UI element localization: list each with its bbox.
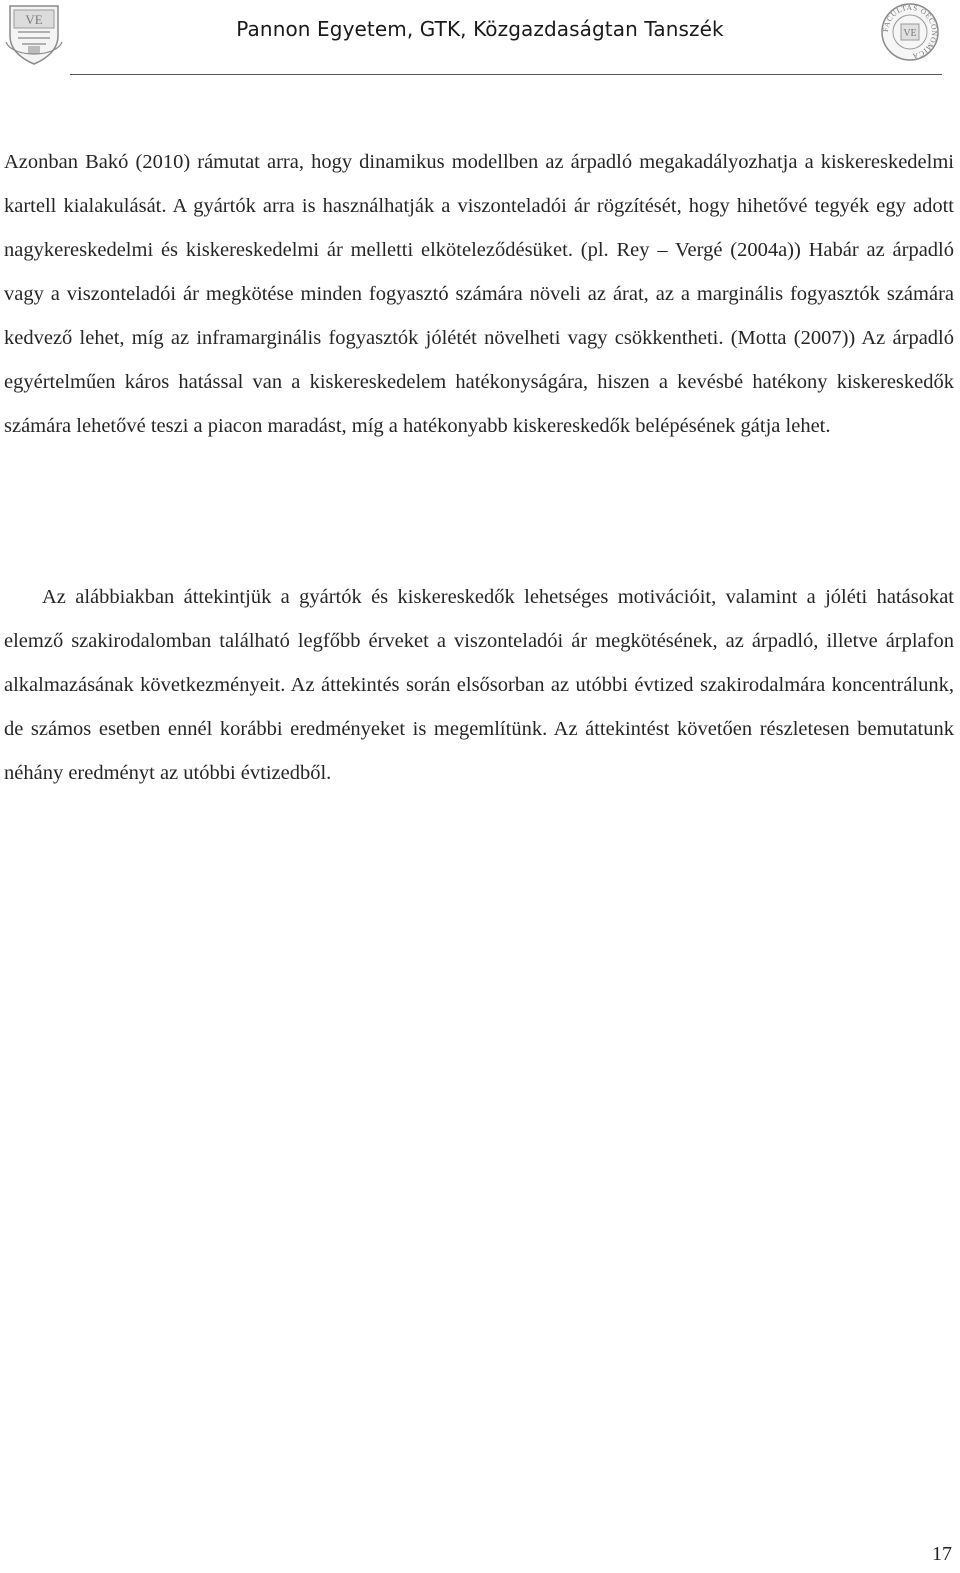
faculty-seal-icon — [880, 2, 940, 62]
body-paragraph-1: Azonban Bakó (2010) rámutat arra, hogy dinamikus modellben az árpadló megakadályozhatja a kiskereskedelmi kartell kialakulását. A gyártók arra is használhatják a viszonteladói ár rögzítését, hogy hihetővé tegyék egy adott nagykereskedelmi és kiskereskedelmi ár melletti elköteleződésüket. (pl. Rey – Vergé (2004a)) Habár az árpadló vagy a viszonteladói ár megkötése minden fogyasztó számára növeli az árat, az a marginális fogyasztók számára kedvező lehet, míg az inframarginális fogyasztók jólétét növelheti vagy csökkentheti. (Motta (2007)) Az árpadló egyértelműen káros hatással van a kiskereskedelem hatékonyságára, hiszen a kevésbé hatékony kiskereskedők számára lehetővé teszi a piacon maradást, míg a hatékonyabb kiskereskedők belépésének gátja lehet. — [4, 151, 954, 437]
header-title: Pannon Egyetem, GTK, Közgazdaságtan Tanszék — [236, 17, 724, 41]
seal-ring-text-path: FACULTAS OECONOMICA — [880, 2, 940, 61]
body-paragraph-2-text: Az alábbiakban áttekintjük a gyártók és kiskereskedők lehetséges motivációit, valamint a jóléti hatásokat elemző szakirodalomban található legfőbb érveket a viszonteladói ár megkötésének, az árpadló, illetve árplafon alkalmazásának következményeit. Az áttekintés során elsősorban az utóbbi évtized szakirodalmára koncentrálunk, de számos esetben ennél korábbi eredményeket is megemlítünk. Az áttekintést követően részletesen bemutatunk néhány eredményt az utóbbi évtizedből. — [4, 586, 954, 784]
page-number: 17 — [932, 1543, 952, 1565]
body-paragraph-2 — [4, 575, 954, 795]
seal-initials: VE — [903, 28, 917, 39]
university-crest-icon — [2, 2, 66, 66]
crest-initials: VE — [25, 12, 43, 27]
header-divider — [70, 74, 942, 75]
page-header — [0, 0, 960, 78]
